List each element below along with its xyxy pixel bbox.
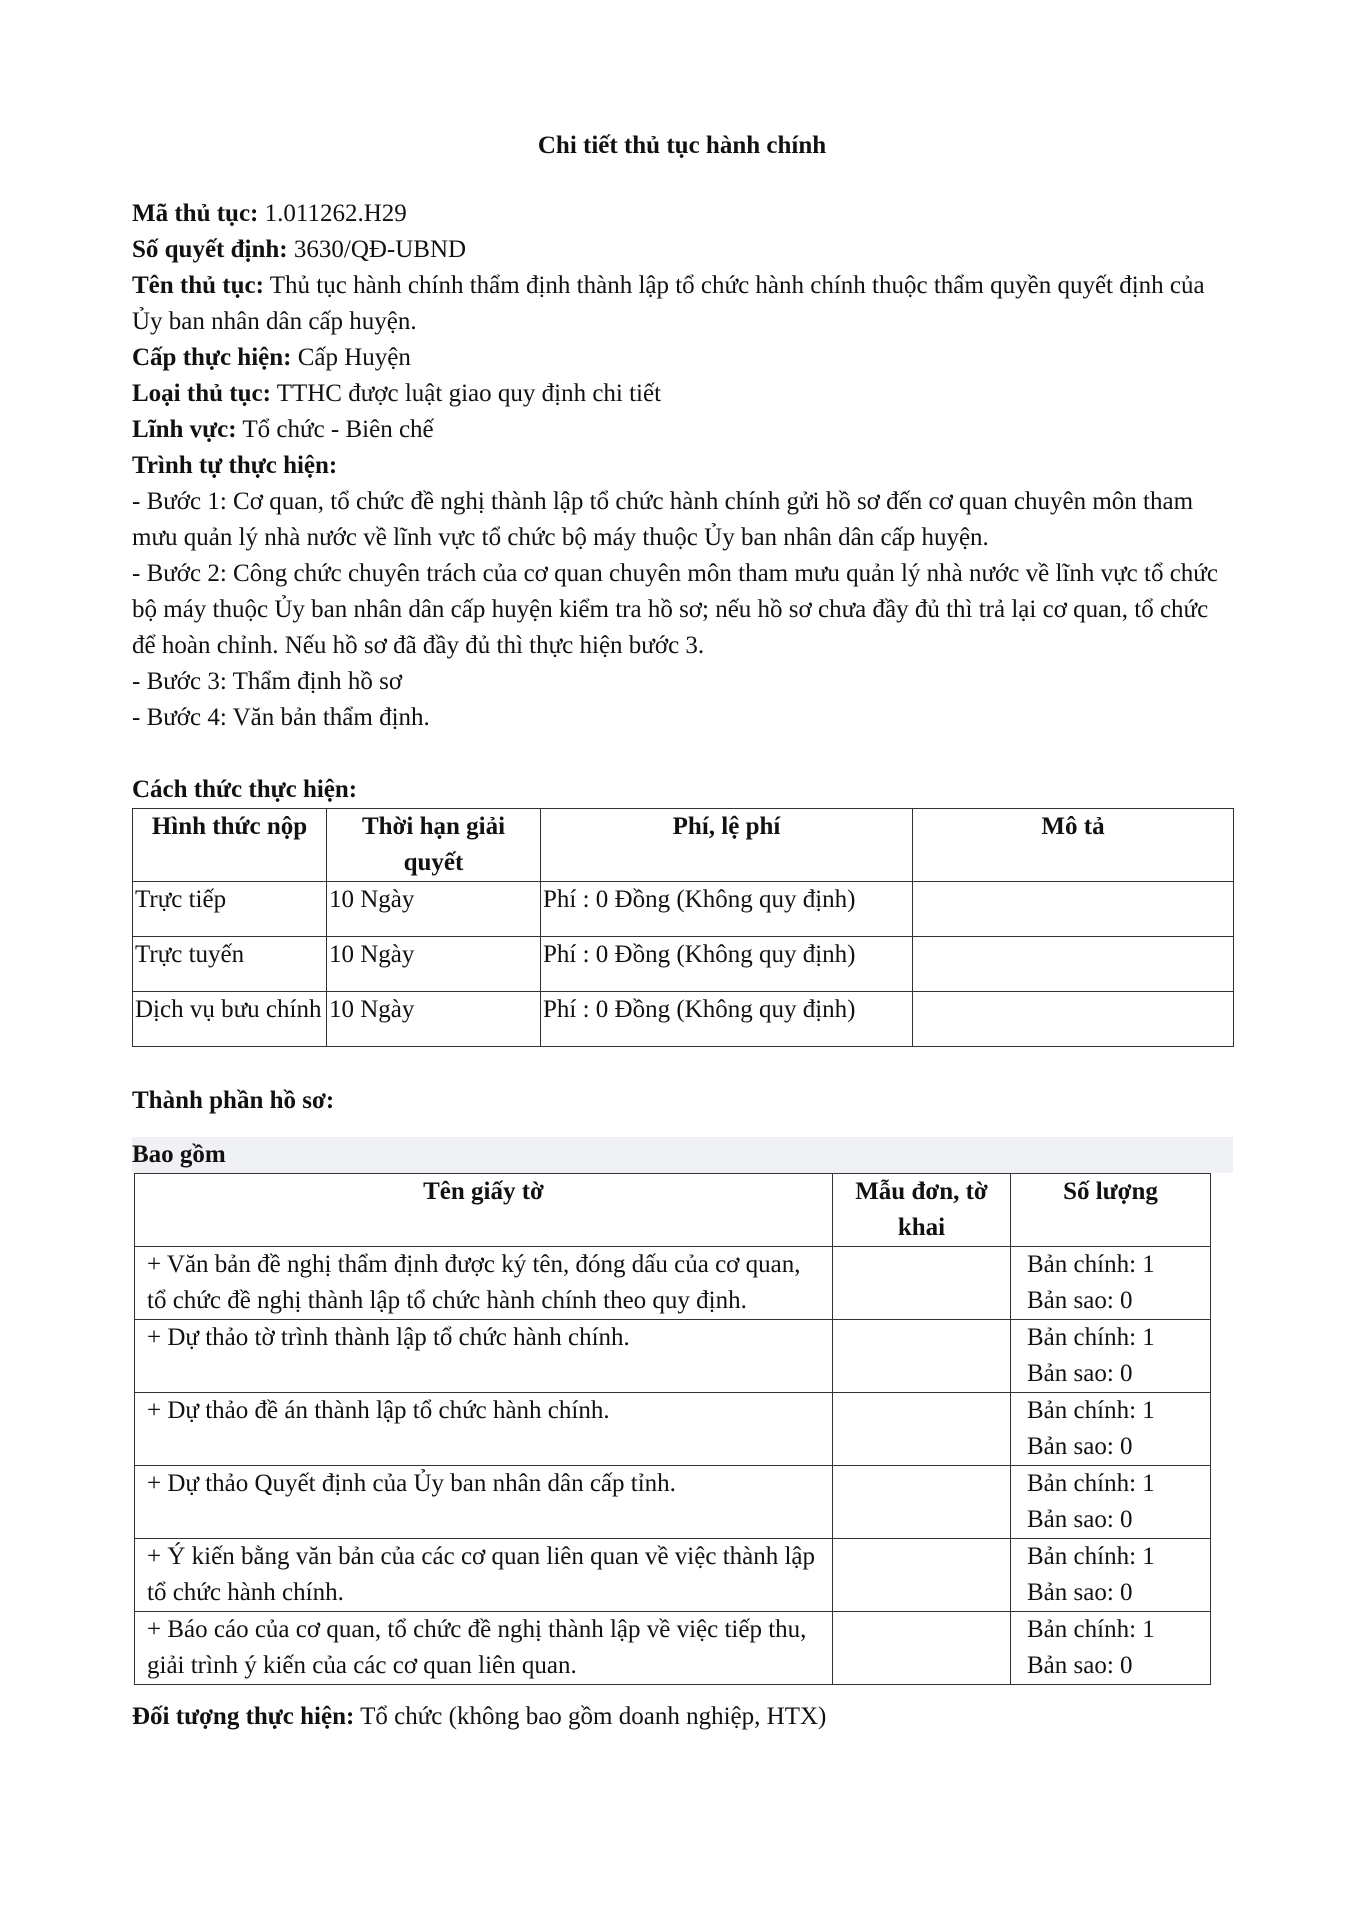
table-row [135, 1247, 1211, 1320]
field-label: Đối tượng thực hiện: [132, 1703, 355, 1730]
original-count: Bản chính: 1 [1027, 1324, 1155, 1351]
table-row [135, 1320, 1211, 1393]
field-linh-vuc [132, 412, 1232, 448]
document-name-cell: + Dự thảo tờ trình thành lập tổ chức hành chính. [135, 1320, 833, 1393]
table-cell: Phí : 0 Đồng (Không quy định) [541, 882, 913, 937]
field-value: TTHC được luật giao quy định chi tiết [270, 380, 662, 407]
copy-count: Bản sao: 0 [1027, 1506, 1133, 1533]
original-count: Bản chính: 1 [1027, 1251, 1155, 1278]
document-name-cell: + Văn bản đề nghị thẩm định được ký tên, đóng dấu của cơ quan, tổ chức đề nghị thành lập tổ chức hành chính theo quy định. [135, 1247, 833, 1320]
form-cell [833, 1247, 1011, 1320]
field-so-quyet-dinh [132, 232, 1232, 268]
method-table [132, 808, 1234, 1047]
quantity-cell [1011, 1466, 1211, 1539]
quantity-cell [1011, 1320, 1211, 1393]
table-cell [913, 882, 1234, 937]
field-value: 3630/QĐ-UBND [287, 236, 467, 263]
field-label: Loại thủ tục: [132, 380, 271, 407]
field-value: 1.011262.H29 [258, 200, 407, 227]
table-cell [913, 937, 1234, 992]
table-cell: 10 Ngày [327, 882, 541, 937]
field-doi-tuong [132, 1699, 1232, 1735]
form-cell [833, 1466, 1011, 1539]
field-label: Tên thủ tục: [132, 272, 264, 299]
form-cell [833, 1539, 1011, 1612]
table-cell [913, 992, 1234, 1047]
step-list [132, 484, 1232, 736]
copy-count: Bản sao: 0 [1027, 1579, 1133, 1606]
documents-table [134, 1173, 1211, 1685]
table-header-cell: Thời hạn giải quyết [327, 809, 541, 882]
group-band: Bao gồm [132, 1137, 1233, 1173]
field-value: Tổ chức - Biên chế [236, 416, 434, 443]
step-item: - Bước 2: Công chức chuyên trách của cơ quan chuyên môn tham mưu quản lý nhà nước về lĩnh vực tổ chức bộ máy thuộc Ủy ban nhân dân cấp huyện kiểm tra hồ sơ; nếu hồ sơ chưa đầy đủ thì trả lại cơ quan, tổ chức để hoàn chỉnh. Nếu hồ sơ đã đầy đủ thì thực hiện bước 3. [132, 560, 1218, 659]
copy-count: Bản sao: 0 [1027, 1360, 1133, 1387]
document-name-cell: + Ý kiến bằng văn bản của các cơ quan liên quan về việc thành lập tổ chức hành chính. [135, 1539, 833, 1612]
table-cell: Phí : 0 Đồng (Không quy định) [541, 937, 913, 992]
table-header-row [135, 1174, 1211, 1247]
document-name-cell: + Dự thảo Quyết định của Ủy ban nhân dân cấp tỉnh. [135, 1466, 833, 1539]
field-label: Số quyết định: [132, 236, 288, 263]
form-cell [833, 1393, 1011, 1466]
quantity-cell [1011, 1539, 1211, 1612]
field-label: Lĩnh vực: [132, 416, 237, 443]
table-row [135, 1539, 1211, 1612]
table-header-row [133, 809, 1234, 882]
table-cell: Trực tiếp [133, 882, 327, 937]
field-value: Tổ chức (không bao gồm doanh nghiệp, HTX) [354, 1703, 827, 1730]
original-count: Bản chính: 1 [1027, 1470, 1155, 1497]
table-row [133, 937, 1234, 992]
table-cell: 10 Ngày [327, 992, 541, 1047]
field-ten-thu-tuc [132, 268, 1232, 340]
field-ma-thu-tuc [132, 196, 1232, 232]
table-header-cell: Tên giấy tờ [135, 1174, 833, 1247]
form-cell [833, 1612, 1011, 1685]
original-count: Bản chính: 1 [1027, 1397, 1155, 1424]
step-item: - Bước 3: Thẩm định hồ sơ [132, 668, 403, 695]
field-value: Cấp Huyện [291, 344, 411, 371]
table-row [133, 882, 1234, 937]
table-header-cell: Hình thức nộp [133, 809, 327, 882]
document-name-cell: + Báo cáo của cơ quan, tổ chức đề nghị thành lập về việc tiếp thu, giải trình ý kiến của các cơ quan liên quan. [135, 1612, 833, 1685]
table-header-cell: Mẫu đơn, tờ khai [833, 1174, 1011, 1247]
quantity-cell [1011, 1612, 1211, 1685]
table-row [135, 1612, 1211, 1685]
table-row [135, 1466, 1211, 1539]
step-item: - Bước 4: Văn bản thẩm định. [132, 704, 430, 731]
step-item: - Bước 1: Cơ quan, tổ chức đề nghị thành lập tổ chức hành chính gửi hồ sơ đến cơ quan chuyên môn tham mưu quản lý nhà nước về lĩnh vực tổ chức bộ máy thuộc Ủy ban nhân dân cấp huyện. [132, 488, 1194, 551]
table-cell: Trực tuyến [133, 937, 327, 992]
copy-count: Bản sao: 0 [1027, 1652, 1133, 1679]
spacer [132, 736, 1232, 772]
section-trinh-tu-heading: Trình tự thực hiện: [132, 452, 338, 479]
quantity-cell [1011, 1247, 1211, 1320]
field-label: Cấp thực hiện: [132, 344, 292, 371]
table-header-cell: Mô tả [913, 809, 1234, 882]
original-count: Bản chính: 1 [1027, 1543, 1155, 1570]
document-name-cell: + Dự thảo đề án thành lập tổ chức hành chính. [135, 1393, 833, 1466]
field-cap-thuc-hien [132, 340, 1232, 376]
table-row [135, 1393, 1211, 1466]
section-cach-thuc-heading: Cách thức thực hiện: [132, 776, 358, 803]
table-header-cell: Phí, lệ phí [541, 809, 913, 882]
original-count: Bản chính: 1 [1027, 1616, 1155, 1643]
spacer [132, 1047, 1232, 1083]
field-loai-thu-tuc [132, 376, 1232, 412]
table-cell: Dịch vụ bưu chính [133, 992, 327, 1047]
page-title: Chi tiết thủ tục hành chính [537, 132, 827, 159]
field-label: Mã thủ tục: [132, 200, 259, 227]
table-row [133, 992, 1234, 1047]
field-value: Thủ tục hành chính thẩm định thành lập tổ chức hành chính thuộc thẩm quyền quyết định của Ủy ban nhân dân cấp huyện. [132, 272, 1205, 335]
table-cell: 10 Ngày [327, 937, 541, 992]
section-thanh-phan-heading: Thành phần hồ sơ: [132, 1087, 335, 1114]
copy-count: Bản sao: 0 [1027, 1433, 1133, 1460]
document-page [132, 128, 1232, 1735]
form-cell [833, 1320, 1011, 1393]
table-header-cell: Số lượng [1011, 1174, 1211, 1247]
copy-count: Bản sao: 0 [1027, 1287, 1133, 1314]
table-cell: Phí : 0 Đồng (Không quy định) [541, 992, 913, 1047]
quantity-cell [1011, 1393, 1211, 1466]
